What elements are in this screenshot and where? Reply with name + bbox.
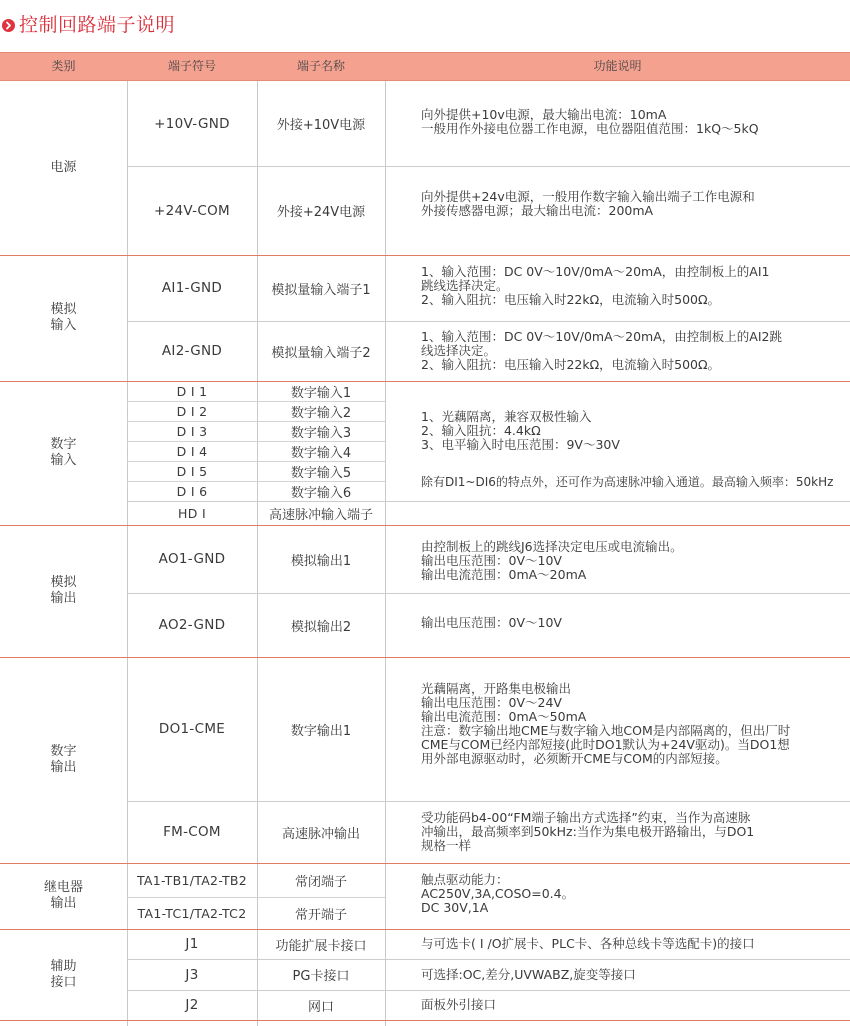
function-description: 由控制板上的跳线J6选择决定电压或电流输出。 输出电压范围：0V～10V 输出电流范围：0mA～20mA [421, 539, 683, 582]
terminal-name: 数字输入1 [290, 385, 352, 401]
category-analog-output: 模拟 输出 [50, 575, 77, 606]
terminal-symbol: +10V-GND [154, 115, 230, 132]
category-relay-output: 继电器 输出 [43, 880, 83, 911]
function-description: 1、输入范围：DC 0V～10V/0mA～20mA，由控制板上的AI2跳 线选择决定。 2、输入阻抗：电压输入时22kΩ，电流输入时500Ω。 [421, 329, 782, 372]
terminal-name: 外接+10V电源 [276, 118, 366, 133]
terminal-name: 数字输入5 [290, 465, 352, 481]
function-description: 输出电压范围：0V～10V [421, 615, 562, 630]
function-description: 受功能码b4-00“FM端子输出方式选择”约束，当作为高速脉 冲输出，最高频率到50kHz:当作为集电极开路输出，与DO1 规格一样 [421, 810, 755, 853]
terminal-name: 外接+24V电源 [276, 205, 366, 220]
function-description: 向外提供+10v电源，最大输出电流：10mA 一般用作外接电位器工作电源，电位器阻值范围：1kQ～5kQ [421, 107, 759, 136]
header-function: 功能说明 [593, 59, 642, 73]
header-name: 端子名称 [296, 59, 345, 73]
title-bar [0, 0, 850, 50]
terminal-name: 常开端子 [294, 907, 347, 923]
terminal-symbol: AI2-GND [161, 343, 223, 359]
terminal-symbol: D I 2 [176, 403, 208, 419]
terminal-name: 网口 [307, 999, 334, 1015]
terminal-name: PG卡接口 [292, 969, 350, 984]
terminal-symbol: D I 1 [176, 383, 208, 399]
group-divider [0, 1020, 850, 1021]
header-category: 类别 [51, 59, 76, 73]
function-description: 触点驱动能力： AC250V,3A,COSO=0.4。 DC 30V,1A [421, 872, 575, 915]
function-description: 光藕隔离，开路集电极输出 输出电压范围：0V～24V 输出电流范围：0mA～50mA 注意：数字输出地CME与数字输入地COM是内部隔离的，但出厂时 CME与COM已经内部短接(此时DO1默认为+24V驱动)。当DO1想 用外部电源驱动时，必须断开CME与COM的内部短接。 [421, 681, 791, 766]
terminal-name: 模拟量输入端子2 [271, 345, 371, 361]
terminal-symbol: FM-COM [163, 824, 221, 840]
terminal-symbol: TA1-TC1/TA2-TC2 [137, 905, 247, 921]
terminal-symbol: J3 [185, 966, 199, 983]
function-description: 与可选卡( I /O扩展卡、PLC卡、各种总线卡等选配卡)的接口 [421, 936, 755, 951]
terminal-name: 数字输入3 [290, 425, 352, 441]
terminal-symbol: D I 3 [176, 423, 208, 439]
terminal-symbol: AI1-GND [161, 280, 223, 296]
column-divider [385, 81, 386, 1026]
function-description: 可选择:OC,差分,UVWABZ,旋变等接口 [421, 967, 636, 982]
chevron-right-icon [2, 19, 15, 32]
terminal-name: 数字输入4 [290, 445, 352, 461]
terminal-name: 高速脉冲输出 [281, 826, 360, 842]
terminal-name: 高速脉冲输入端子 [268, 507, 373, 523]
terminal-symbol: HD I [178, 505, 206, 521]
terminal-symbol: D I 5 [176, 463, 208, 479]
terminal-symbol: +24V-COM [154, 202, 230, 219]
terminal-name: 模拟输出1 [290, 553, 352, 569]
category-aux-interface: 辅助 接口 [50, 958, 77, 990]
category-digital-input: 数字 输入 [50, 437, 77, 468]
terminal-symbol: J1 [185, 936, 199, 952]
category-digital-output: 数字 输出 [50, 744, 77, 775]
function-description: 1、输入范围：DC 0V～10V/0mA～20mA，由控制板上的AI1 跳线选择决定。 2、输入阻抗：电压输入时22kΩ，电流输入时500Ω。 [421, 264, 770, 307]
terminal-name: 数字输出1 [290, 723, 352, 739]
header-symbol: 端子符号 [167, 59, 216, 73]
terminal-symbol: DO1-CME [158, 721, 226, 737]
function-description: 1、光藕隔离，兼容双极性输入 2、输入阻抗：4.4kΩ 3、电平输入时电压范围：9V～30V [421, 409, 620, 452]
terminal-name: 模拟输出2 [290, 619, 352, 635]
terminal-symbol: TA1-TB1/TA2-TB2 [136, 872, 248, 888]
terminal-symbol: D I 6 [176, 483, 208, 499]
category-power: 电源 [50, 160, 77, 175]
terminal-name: 数字输入2 [290, 405, 352, 421]
category-analog-input: 模拟 输入 [50, 302, 77, 333]
terminal-symbol: J2 [185, 997, 199, 1013]
page-title: 控制回路端子说明 [19, 14, 176, 36]
terminal-name: 数字输入6 [290, 485, 352, 501]
terminal-name: 模拟量输入端子1 [271, 282, 371, 298]
function-description: 向外提供+24v电源，一般用作数字输入输出端子工作电源和 外接传感器电源；最大输出电流：200mA [421, 189, 755, 218]
terminal-name: 功能扩展卡接口 [275, 938, 367, 954]
terminal-symbol: D I 4 [176, 443, 208, 459]
function-description: 除有DI1~DI6的特点外，还可作为高速脉冲输入通道。最高输入频率：50kHz [421, 475, 834, 489]
terminal-symbol: AO2-GND [158, 617, 226, 633]
function-description: 面板外引接口 [421, 997, 497, 1012]
table-header [0, 52, 850, 81]
terminal-name: 常闭端子 [294, 874, 347, 890]
terminal-symbol: AO1-GND [158, 551, 226, 567]
